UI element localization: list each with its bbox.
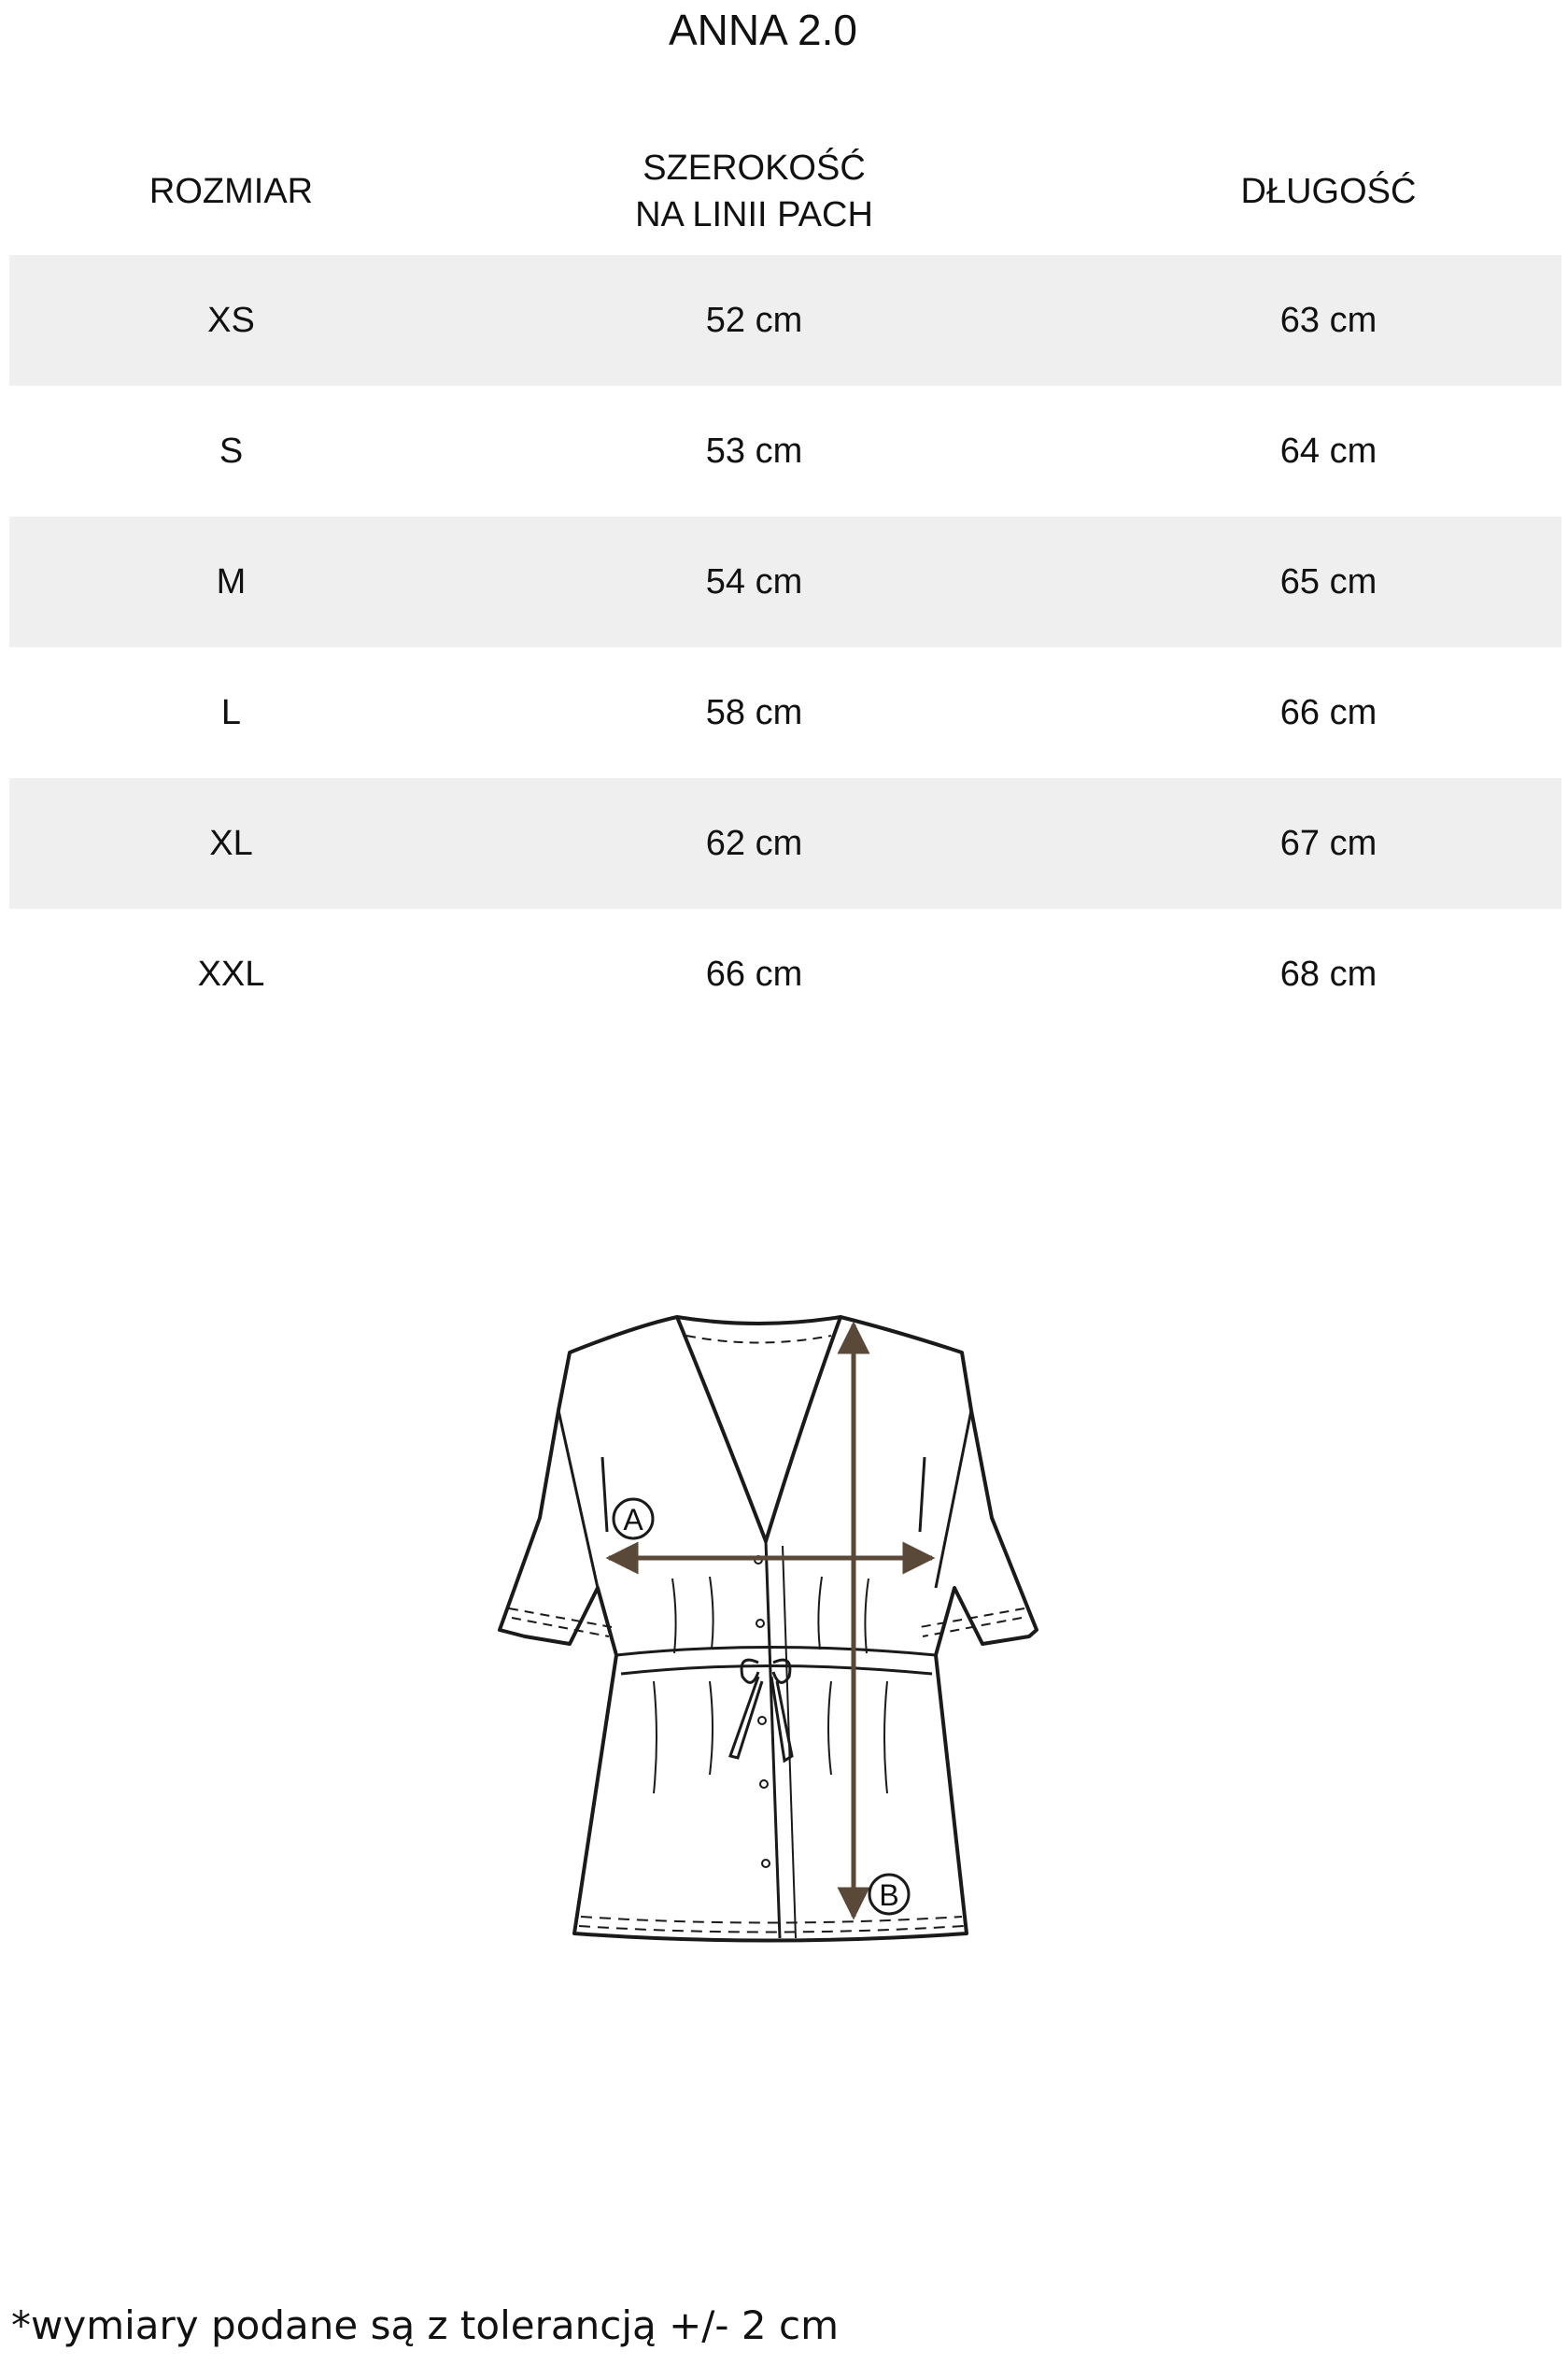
size-cell: S bbox=[219, 432, 244, 471]
garment-diagram bbox=[486, 1303, 1046, 1957]
page-title: ANNA 2.0 bbox=[669, 6, 857, 54]
size-table bbox=[9, 121, 1561, 1040]
table-row bbox=[9, 386, 1561, 517]
length-cell: 67 cm bbox=[1279, 824, 1377, 863]
width-cell: 66 cm bbox=[705, 955, 803, 994]
size-cell: XL bbox=[209, 824, 253, 863]
table-row bbox=[9, 517, 1561, 647]
header-size: ROZMIAR bbox=[148, 172, 314, 211]
header-chest-width: SZEROKOŚĆ NA LINII PACH bbox=[635, 149, 873, 234]
width-cell: 53 cm bbox=[705, 432, 803, 471]
width-cell: 62 cm bbox=[705, 824, 803, 863]
tolerance-note: *wymiary podane są z tolerancją +/- 2 cm bbox=[11, 2302, 839, 2348]
table-header bbox=[9, 121, 1561, 255]
header-length: DŁUGOŚĆ bbox=[1240, 172, 1417, 211]
length-cell: 68 cm bbox=[1279, 955, 1377, 994]
table-row bbox=[9, 647, 1561, 778]
size-cell: M bbox=[216, 562, 247, 602]
size-cell: XXL bbox=[197, 955, 265, 994]
length-cell: 64 cm bbox=[1279, 432, 1377, 471]
size-cell: XS bbox=[207, 301, 255, 340]
length-cell: 66 cm bbox=[1279, 693, 1377, 732]
table-row bbox=[9, 909, 1561, 1040]
label-a: A bbox=[623, 1503, 643, 1537]
width-cell: 58 cm bbox=[705, 693, 803, 732]
size-cell: L bbox=[220, 693, 242, 732]
length-cell: 63 cm bbox=[1279, 301, 1377, 340]
width-cell: 52 cm bbox=[705, 301, 803, 340]
table-row bbox=[9, 255, 1561, 386]
neckline bbox=[677, 1317, 841, 1541]
length-cell: 65 cm bbox=[1279, 562, 1377, 602]
table-row bbox=[9, 778, 1561, 909]
label-b: B bbox=[879, 1878, 899, 1912]
width-cell: 54 cm bbox=[705, 562, 803, 602]
